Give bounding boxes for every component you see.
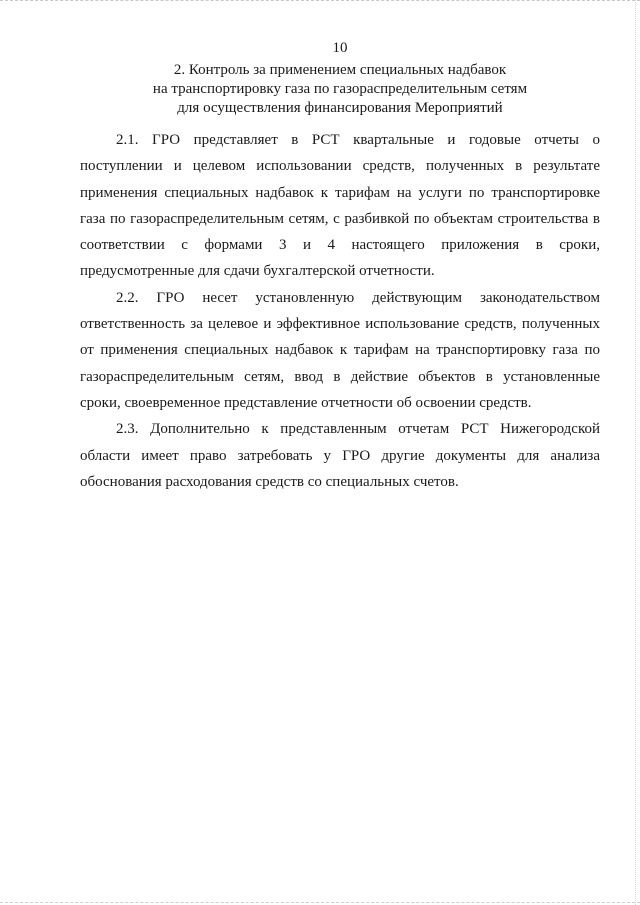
paragraph-line: сроки, своевременное представление отчетности об освоении средств.	[80, 394, 532, 411]
paragraph-line: предусмотренные для сдачи бухгалтерской отчетности.	[80, 263, 435, 280]
paragraph-line: 2.3. Дополнительно к представленным отчетам РСТ Нижегородской	[116, 421, 600, 438]
paragraph-line: обоснования расходования средств со специальных счетов.	[80, 473, 459, 490]
paragraph-2-1	[80, 127, 600, 285]
document-body	[80, 127, 600, 495]
paragraph-line: применения специальных надбавок к тарифам на услуги по транспортировке	[80, 184, 600, 201]
paragraph-line: 2.2. ГРО несет установленную действующим законодательством	[116, 289, 600, 306]
scan-edge-right	[634, 0, 636, 905]
paragraph-2-3	[80, 416, 600, 495]
paragraph-line: области имеет право затребовать у ГРО другие документы для анализа	[80, 447, 600, 464]
paragraph-line: газа по газораспределительным сетям, с разбивкой по объектам строительства в	[80, 210, 600, 227]
paragraph-line: поступлении и целевом использовании средств, полученных в результате	[80, 158, 600, 175]
paragraph-line: ответственность за целевое и эффективное использование средств, полученных	[80, 316, 600, 333]
section-title-line: 2. Контроль за применением специальных надбавок	[173, 62, 507, 78]
section-title-line: для осуществления финансирования Мероприятий	[177, 100, 503, 116]
paragraph-2-2	[80, 285, 600, 416]
paragraph-line: от применения специальных надбавок к тарифам на транспортировку газа по	[80, 342, 600, 359]
section-title-line: на транспортировку газа по газораспределительным сетям	[152, 81, 528, 97]
scan-edge-top	[0, 0, 640, 7]
scan-edge-bottom	[0, 901, 640, 903]
paragraph-line: газораспределительным сетям, ввод в действие объектов в установленные	[80, 368, 600, 385]
section-title	[0, 61, 640, 118]
page-number: 10	[332, 40, 348, 56]
paragraph-line: 2.1. ГРО представляет в РСТ квартальные и годовые отчеты о	[116, 132, 600, 148]
paragraph-line: соответствии с формами 3 и 4 настоящего приложения в сроки,	[80, 237, 600, 254]
